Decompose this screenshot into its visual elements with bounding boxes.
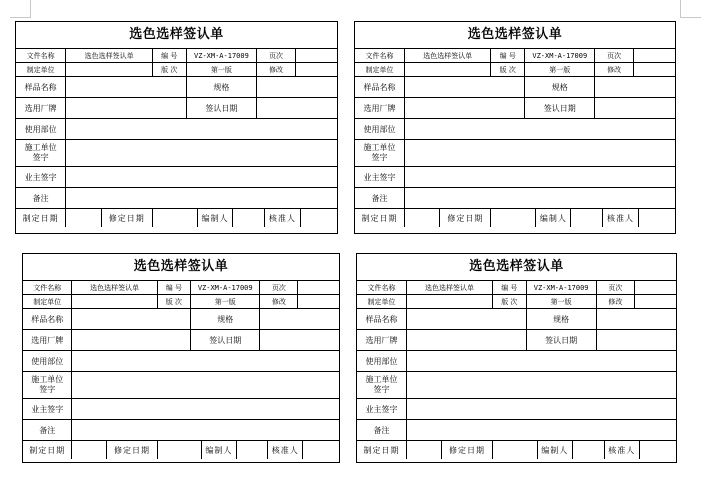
revision-label: 修改	[596, 295, 634, 309]
modified-date-field[interactable]	[152, 209, 197, 228]
remarks-field[interactable]	[66, 188, 337, 209]
number-label: 编 号	[491, 49, 525, 63]
editor-label: 编制人	[537, 441, 572, 460]
department-field[interactable]	[406, 351, 676, 372]
remarks-label: 备注	[23, 420, 72, 441]
dept-label: 制定单位	[16, 63, 66, 77]
editor-label: 编制人	[536, 209, 571, 228]
page-label: 页次	[260, 281, 298, 295]
sample-name-field[interactable]	[72, 309, 190, 330]
dept-value[interactable]	[405, 63, 491, 77]
spec-field[interactable]	[596, 309, 676, 330]
remarks-label: 备注	[16, 188, 66, 209]
confirm-date-field[interactable]	[260, 330, 339, 351]
spec-label: 规格	[186, 77, 257, 98]
owner-sign-field[interactable]	[405, 167, 675, 188]
number-value: VZ-XM-A-17009	[525, 49, 595, 63]
form-table	[355, 49, 675, 208]
contractor-label-line1: 施工单位	[31, 375, 64, 384]
form-footer-table	[355, 208, 675, 227]
revision-value[interactable]	[298, 295, 339, 309]
sample-name-field[interactable]	[66, 77, 186, 98]
department-label: 使用部位	[23, 351, 72, 372]
made-date-label: 制定日期	[23, 441, 72, 460]
modified-date-field[interactable]	[157, 441, 201, 460]
edition-value: 第一版	[190, 295, 260, 309]
remarks-label: 备注	[357, 420, 406, 441]
number-label: 编 号	[493, 281, 526, 295]
contractor-sign-field[interactable]	[405, 140, 675, 167]
owner-sign-field[interactable]	[66, 167, 337, 188]
dept-label: 制定单位	[357, 295, 406, 309]
contractor-label-line1: 施工单位	[363, 143, 396, 152]
approver-field[interactable]	[300, 209, 337, 228]
contractor-label-line2: 签字	[39, 385, 56, 394]
made-date-field[interactable]	[66, 209, 101, 228]
confirm-date-field[interactable]	[595, 98, 675, 119]
number-label: 编 号	[157, 281, 190, 295]
manufacturer-label: 选用厂牌	[23, 330, 72, 351]
manufacturer-field[interactable]	[406, 330, 526, 351]
number-value: VZ-XM-A-17009	[186, 49, 257, 63]
edition-value: 第一版	[525, 63, 595, 77]
form-footer-table	[16, 208, 337, 227]
department-label: 使用部位	[16, 119, 66, 140]
contractor-label-line1: 施工单位	[365, 375, 398, 384]
editor-field[interactable]	[233, 209, 265, 228]
page-label: 页次	[595, 49, 633, 63]
editor-field[interactable]	[571, 209, 603, 228]
file-name-label: 文件名称	[355, 49, 405, 63]
department-label: 使用部位	[357, 351, 406, 372]
confirmation-form-bottom-left	[22, 253, 340, 463]
revision-label: 修改	[260, 295, 298, 309]
modified-date-label: 修定日期	[442, 441, 493, 460]
modified-date-label: 修定日期	[107, 441, 158, 460]
contractor-label-line2: 签字	[371, 153, 388, 162]
remarks-label: 备注	[355, 188, 405, 209]
department-field[interactable]	[72, 351, 339, 372]
department-field[interactable]	[66, 119, 337, 140]
manufacturer-label: 选用厂牌	[357, 330, 406, 351]
made-date-field[interactable]	[405, 209, 440, 228]
spec-label: 规格	[525, 77, 595, 98]
dept-value[interactable]	[406, 295, 492, 309]
form-footer-table	[357, 440, 676, 459]
approver-label: 核准人	[268, 441, 303, 460]
confirm-date-field[interactable]	[257, 98, 337, 119]
approver-label: 核准人	[603, 209, 638, 228]
form-title: 选色选样签认单	[355, 22, 675, 49]
made-date-label: 制定日期	[16, 209, 66, 228]
made-date-label: 制定日期	[355, 209, 405, 228]
confirm-date-field[interactable]	[596, 330, 676, 351]
revision-label: 修改	[595, 63, 633, 77]
owner-sign-label: 业主签字	[355, 167, 405, 188]
department-field[interactable]	[405, 119, 675, 140]
confirmation-form-top-right	[354, 21, 676, 234]
file-name-value: 选色选样签认单	[406, 281, 492, 295]
remarks-field[interactable]	[406, 420, 676, 441]
modified-date-label: 修定日期	[101, 209, 152, 228]
owner-sign-field[interactable]	[406, 399, 676, 420]
modified-date-field[interactable]	[491, 209, 536, 228]
contractor-sign-field[interactable]	[406, 372, 676, 399]
owner-sign-label: 业主签字	[23, 399, 72, 420]
form-footer-table	[23, 440, 339, 459]
edition-value: 第一版	[526, 295, 596, 309]
contractor-sign-field[interactable]	[72, 372, 339, 399]
manufacturer-field[interactable]	[405, 98, 525, 119]
editor-field[interactable]	[236, 441, 268, 460]
manufacturer-label: 选用厂牌	[355, 98, 405, 119]
form-table	[16, 49, 337, 208]
manufacturer-field[interactable]	[66, 98, 186, 119]
page-corner-mark-left-v	[30, 0, 31, 18]
spec-field[interactable]	[260, 309, 339, 330]
revision-value[interactable]	[633, 63, 675, 77]
spec-field[interactable]	[257, 77, 337, 98]
contractor-sign-field[interactable]	[66, 140, 337, 167]
approver-field[interactable]	[303, 441, 339, 460]
department-label: 使用部位	[355, 119, 405, 140]
modified-date-field[interactable]	[493, 441, 538, 460]
spec-label: 规格	[190, 309, 260, 330]
confirm-date-label: 签认日期	[526, 330, 596, 351]
editor-field[interactable]	[572, 441, 604, 460]
remarks-field[interactable]	[405, 188, 675, 209]
owner-sign-label: 业主签字	[16, 167, 66, 188]
revision-value[interactable]	[295, 63, 337, 77]
page-value[interactable]	[298, 281, 339, 295]
edition-label: 版 次	[493, 295, 526, 309]
approver-label: 核准人	[604, 441, 639, 460]
revision-label: 修改	[257, 63, 296, 77]
modified-date-label: 修定日期	[440, 209, 491, 228]
spec-field[interactable]	[595, 77, 675, 98]
revision-value[interactable]	[634, 295, 676, 309]
sample-name-label: 样品名称	[23, 309, 72, 330]
file-name-label: 文件名称	[357, 281, 406, 295]
sample-name-label: 样品名称	[16, 77, 66, 98]
page-value[interactable]	[295, 49, 337, 63]
dept-label: 制定单位	[355, 63, 405, 77]
page-corner-mark-left-h	[10, 17, 30, 18]
confirm-date-label: 签认日期	[190, 330, 260, 351]
made-date-field[interactable]	[72, 441, 107, 460]
page-value[interactable]	[634, 281, 676, 295]
confirmation-form-bottom-right	[356, 253, 677, 463]
confirm-date-label: 签认日期	[186, 98, 257, 119]
editor-label: 编制人	[197, 209, 232, 228]
file-name-label: 文件名称	[16, 49, 66, 63]
confirmation-form-top-left	[15, 21, 338, 234]
sample-name-field[interactable]	[406, 309, 526, 330]
contractor-sign-label	[16, 140, 66, 167]
form-title: 选色选样签认单	[16, 22, 337, 49]
contractor-sign-label	[23, 372, 72, 399]
owner-sign-label: 业主签字	[357, 399, 406, 420]
edition-value: 第一版	[186, 63, 257, 77]
edition-label: 版 次	[491, 63, 525, 77]
contractor-sign-label	[357, 372, 406, 399]
page-value[interactable]	[633, 49, 675, 63]
dept-value[interactable]	[66, 63, 153, 77]
edition-label: 版 次	[157, 295, 190, 309]
file-name-value: 选色选样签认单	[405, 49, 491, 63]
dept-value[interactable]	[72, 295, 157, 309]
made-date-label: 制定日期	[357, 441, 406, 460]
page-label: 页次	[257, 49, 296, 63]
sample-name-field[interactable]	[405, 77, 525, 98]
contractor-label-line2: 签字	[32, 153, 49, 162]
page-corner-mark-right-h	[681, 17, 701, 18]
file-name-value: 选色选样签认单	[66, 49, 153, 63]
contractor-label-line2: 签字	[373, 385, 390, 394]
number-label: 编 号	[152, 49, 186, 63]
manufacturer-field[interactable]	[72, 330, 190, 351]
remarks-field[interactable]	[72, 420, 339, 441]
sample-name-label: 样品名称	[355, 77, 405, 98]
confirm-date-label: 签认日期	[525, 98, 595, 119]
owner-sign-field[interactable]	[72, 399, 339, 420]
dept-label: 制定单位	[23, 295, 72, 309]
form-table	[23, 281, 339, 440]
sample-name-label: 样品名称	[357, 309, 406, 330]
editor-label: 编制人	[202, 441, 237, 460]
manufacturer-label: 选用厂牌	[16, 98, 66, 119]
page-corner-mark-right-v	[680, 0, 681, 18]
approver-label: 核准人	[265, 209, 300, 228]
form-table	[357, 281, 676, 440]
number-value: VZ-XM-A-17009	[526, 281, 596, 295]
approver-field[interactable]	[638, 209, 675, 228]
page-label: 页次	[596, 281, 634, 295]
number-value: VZ-XM-A-17009	[190, 281, 260, 295]
file-name-label: 文件名称	[23, 281, 72, 295]
contractor-sign-label	[355, 140, 405, 167]
form-title: 选色选样签认单	[23, 254, 339, 281]
file-name-value: 选色选样签认单	[72, 281, 157, 295]
approver-field[interactable]	[639, 441, 676, 460]
contractor-label-line1: 施工单位	[24, 143, 57, 152]
made-date-field[interactable]	[406, 441, 441, 460]
spec-label: 规格	[526, 309, 596, 330]
form-title: 选色选样签认单	[357, 254, 676, 281]
edition-label: 版 次	[152, 63, 186, 77]
